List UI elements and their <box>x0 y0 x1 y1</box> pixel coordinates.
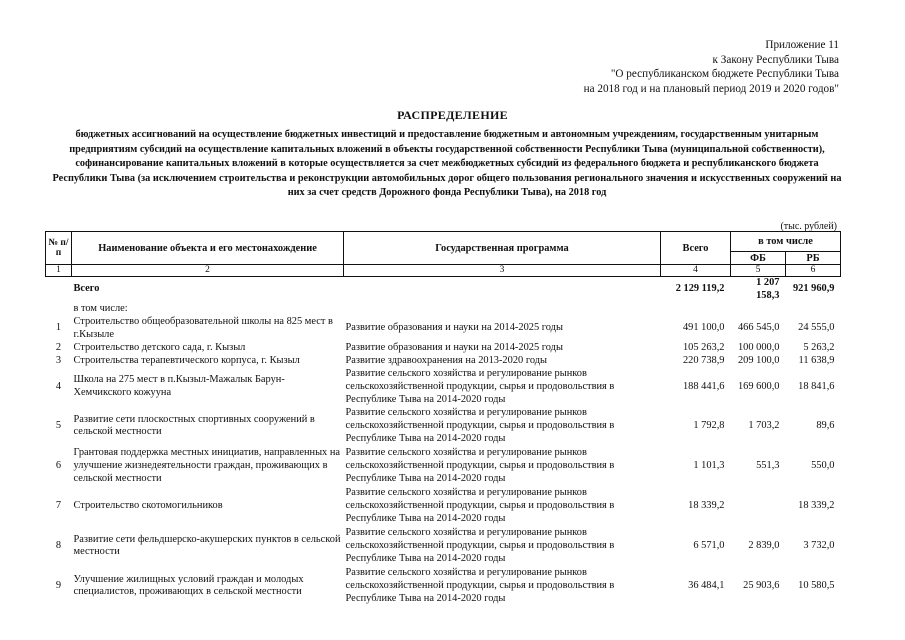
row-rb: 18 339,2 <box>798 499 835 511</box>
table-row <box>46 406 841 446</box>
including-label: в том числе: <box>73 302 128 314</box>
header-total: Всего <box>661 232 731 265</box>
row-number: 1 <box>55 322 62 334</box>
row-object-name: Грантовая поддержка местных инициатив, направленных на улучшение жизнедеятельности граждан, проживающих в сельской местности <box>73 447 341 484</box>
row-number: 6 <box>55 459 62 471</box>
table-row <box>46 355 841 368</box>
row-fb: 209 100,0 <box>737 354 780 366</box>
row-fb: 1 703,2 <box>748 419 780 431</box>
appendix-line-1: Приложение 11 <box>765 39 839 51</box>
document-title: РАСПРЕДЕЛЕНИЕ <box>397 108 508 122</box>
row-fb: 25 903,6 <box>743 579 780 591</box>
row-number: 4 <box>55 380 62 392</box>
row-program: Развитие образования и науки на 2014-2025 годы <box>345 341 563 353</box>
col-number-4: 4 <box>661 265 731 277</box>
row-total: 491 100,0 <box>682 322 725 334</box>
units-label: (тыс. рублей) <box>780 221 837 232</box>
table-row <box>46 526 841 566</box>
row-fb: 551,3 <box>756 459 780 471</box>
row-total: 18 339,2 <box>688 499 725 511</box>
col-number-6: 6 <box>786 265 841 277</box>
allocation-table <box>45 231 841 606</box>
table-row <box>46 316 841 342</box>
row-rb: 5 263,2 <box>803 341 835 353</box>
table-row <box>46 446 841 486</box>
row-rb: 24 555,0 <box>798 322 835 334</box>
row-total: 1 101,3 <box>693 459 725 471</box>
row-rb: 11 638,9 <box>798 354 835 366</box>
row-fb: 466 545,0 <box>737 322 780 334</box>
header-including: в том числе <box>731 232 841 252</box>
col-number-1: 1 <box>46 265 72 277</box>
row-rb: 18 841,6 <box>798 380 835 392</box>
row-number: 5 <box>55 419 62 431</box>
row-number: 9 <box>55 579 62 591</box>
col-number-2: 2 <box>72 265 344 277</box>
total-value: 2 129 119,2 <box>675 283 725 295</box>
row-total: 188 441,6 <box>682 380 725 392</box>
row-object-name: Улучшение жилищных условий граждан и молодых специалистов, проживающих в сельской местности <box>73 573 304 598</box>
col-number-3: 3 <box>344 265 661 277</box>
row-object-name: Развитие сети фельдшерско-акушерских пунктов в сельской местности <box>73 533 341 558</box>
row-program: Развитие сельского хозяйства и регулирование рынков сельскохозяйственной продукции, сырья и продовольствия в Республике Тыва на 2014-2020 годы <box>345 567 615 604</box>
appendix-block <box>584 38 839 96</box>
including-row <box>46 303 841 316</box>
row-object-name: Строительства терапевтического корпуса, г. Кызыл <box>73 354 300 366</box>
row-rb: 3 732,0 <box>803 539 835 551</box>
row-fb: 100 000,0 <box>737 341 780 353</box>
table-row <box>46 486 841 526</box>
header-fb: ФБ <box>731 252 786 265</box>
row-program: Развитие сельского хозяйства и регулирование рынков сельскохозяйственной продукции, сырья и продовольствия в Республике Тыва на 2014-2020 годы <box>345 527 615 564</box>
header-rb: РБ <box>786 252 841 265</box>
row-object-name: Строительство общеобразовательной школы на 825 мест в г.Кызыле <box>73 315 333 340</box>
row-number: 3 <box>55 354 62 366</box>
row-total: 220 738,9 <box>682 354 725 366</box>
header-no: № п/п <box>46 232 72 265</box>
row-object-name: Школа на 275 мест в п.Кызыл-Мажалык Барун-Хемчикского кожууна <box>73 374 285 399</box>
row-total: 105 263,2 <box>682 341 725 353</box>
appendix-line-3: "О республиканском бюджете Республики Тыва <box>610 68 839 81</box>
row-fb: 2 839,0 <box>748 539 780 551</box>
appendix-line-2: к Закону Республики Тыва <box>712 53 839 66</box>
table-row <box>46 368 841 407</box>
row-total: 6 571,0 <box>693 539 725 551</box>
total-fb: 1 207 158,3 <box>756 277 780 301</box>
row-number: 7 <box>55 499 62 511</box>
table-row <box>46 566 841 606</box>
row-program: Развитие образования и науки на 2014-2025 годы <box>345 322 563 334</box>
col-number-5: 5 <box>731 265 786 277</box>
table-row <box>46 342 841 355</box>
row-fb: 169 600,0 <box>737 380 780 392</box>
row-fb <box>731 486 786 526</box>
document-subtitle: бюджетных ассигнований на осуществление бюджетных инвестиций и предоставление бюджетным и автономным учреждениям, государственным унитарным предприятиям субсидий на осуществление капитальных вложений в объекты государственной собственности Республики Тыва (муниципальной собственности), софинансирование капитальных вложений в которые осуществляется за счет межбюджетных субсидий из федерального бюджета и республиканского бюджета Республики Тыва (за исключением строительства и реконструкции автомобильных дорог общего пользования регионального значения и искусственных сооружений на них за счет средств Дорожного фонда Республики Тыва), на 2018 год <box>52 129 842 199</box>
row-rb: 89,6 <box>816 419 835 431</box>
row-object-name: Строительство скотомогильников <box>73 499 223 511</box>
row-program: Развитие сельского хозяйства и регулирование рынков сельскохозяйственной продукции, сырья и продовольствия в Республике Тыва на 2014-2020 годы <box>345 407 615 444</box>
total-label: Всего <box>73 283 100 295</box>
row-total: 1 792,8 <box>693 419 725 431</box>
header-program: Государственная программа <box>344 232 661 265</box>
row-number: 8 <box>55 539 62 551</box>
row-rb: 10 580,5 <box>798 579 835 591</box>
row-number: 2 <box>55 341 62 353</box>
total-rb: 921 960,9 <box>792 283 835 295</box>
row-total: 36 484,1 <box>688 579 725 591</box>
total-row <box>46 277 841 303</box>
row-object-name: Строительство детского сада, г. Кызыл <box>73 341 246 353</box>
row-program: Развитие здравоохранения на 2013-2020 годы <box>345 354 547 366</box>
row-program: Развитие сельского хозяйства и регулирование рынков сельскохозяйственной продукции, сырья и продовольствия в Республике Тыва на 2014-2020 годы <box>345 487 615 524</box>
row-program: Развитие сельского хозяйства и регулирование рынков сельскохозяйственной продукции, сырья и продовольствия в Республике Тыва на 2014-2020 годы <box>345 367 615 405</box>
header-name: Наименование объекта и его местонахождение <box>72 232 344 265</box>
row-program: Развитие сельского хозяйства и регулирование рынков сельскохозяйственной продукции, сырья и продовольствия в Республике Тыва на 2014-2020 годы <box>345 447 615 484</box>
row-object-name: Развитие сети плоскостных спортивных сооружений в сельской местности <box>73 413 315 438</box>
row-rb: 550,0 <box>811 459 835 471</box>
appendix-line-4: на 2018 год и на плановый период 2019 и 2020 годов" <box>583 82 839 95</box>
